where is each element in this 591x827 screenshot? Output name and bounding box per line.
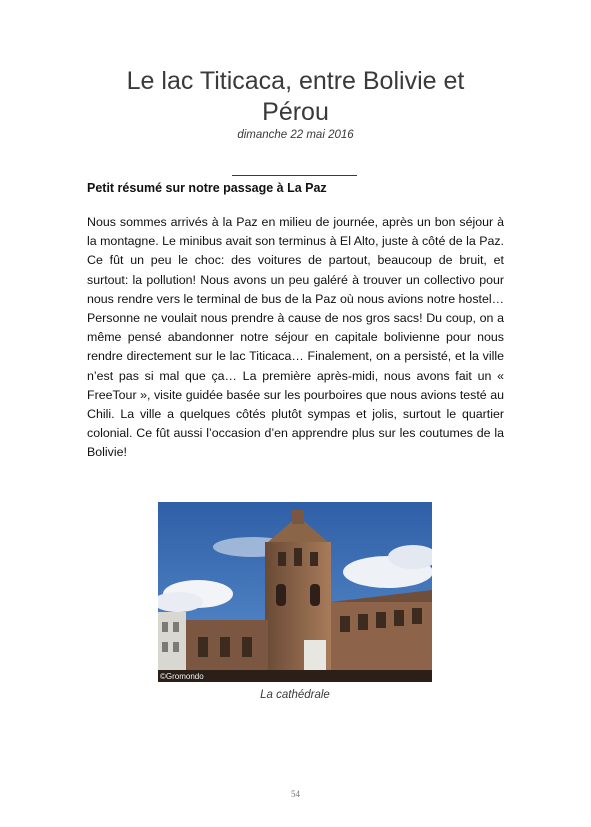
section-heading: Petit résumé sur notre passage à La Paz: [87, 181, 327, 195]
photo-watermark: ©Gromondo: [160, 672, 204, 681]
page-number: 54: [291, 789, 300, 799]
cathedral-photo: [158, 502, 432, 682]
post-date: dimanche 22 mai 2016: [237, 129, 354, 141]
cathedral-illustration: [158, 502, 432, 682]
divider: [232, 175, 357, 176]
page-title: Le lac Titicaca, entre Bolivie et Pérou: [126, 67, 465, 126]
body-paragraph: Nous sommes arrivés à la Paz en milieu de journée, après un bon séjour à la montagne. Le minibus avait son terminus à El Alto, juste à côté de la Paz. Ce fût un peu le choc: des voitures de partout, beaucoup de bruit, et surtout: la pollution! Nous avons un peu galéré à trouver un collectivo pour nous rendre vers le terminal de bus de la Paz où nous avions notre hostel… Personne ne voulait nous prendre à cause de nos gros sacs! Du coup, on a même pensé abandonner notre séjour en capitale bolivienne pour nous rendre directement sur le lac Titicaca… Finalement, on a persisté, et la ville n’est pas si mal que ça… La première après-midi, nous avons fait un « FreeTour », visite guidée basée sur les pourboires que nous avions testé au Chili. La ville a quelques côtés plutôt sympas et jolis, surtout le quartier colonial. Ce fût aussi l’occasion d’en apprendre plus sur les coutumes de la Bolivie!: [87, 215, 504, 460]
photo-caption: La cathédrale: [260, 689, 330, 701]
